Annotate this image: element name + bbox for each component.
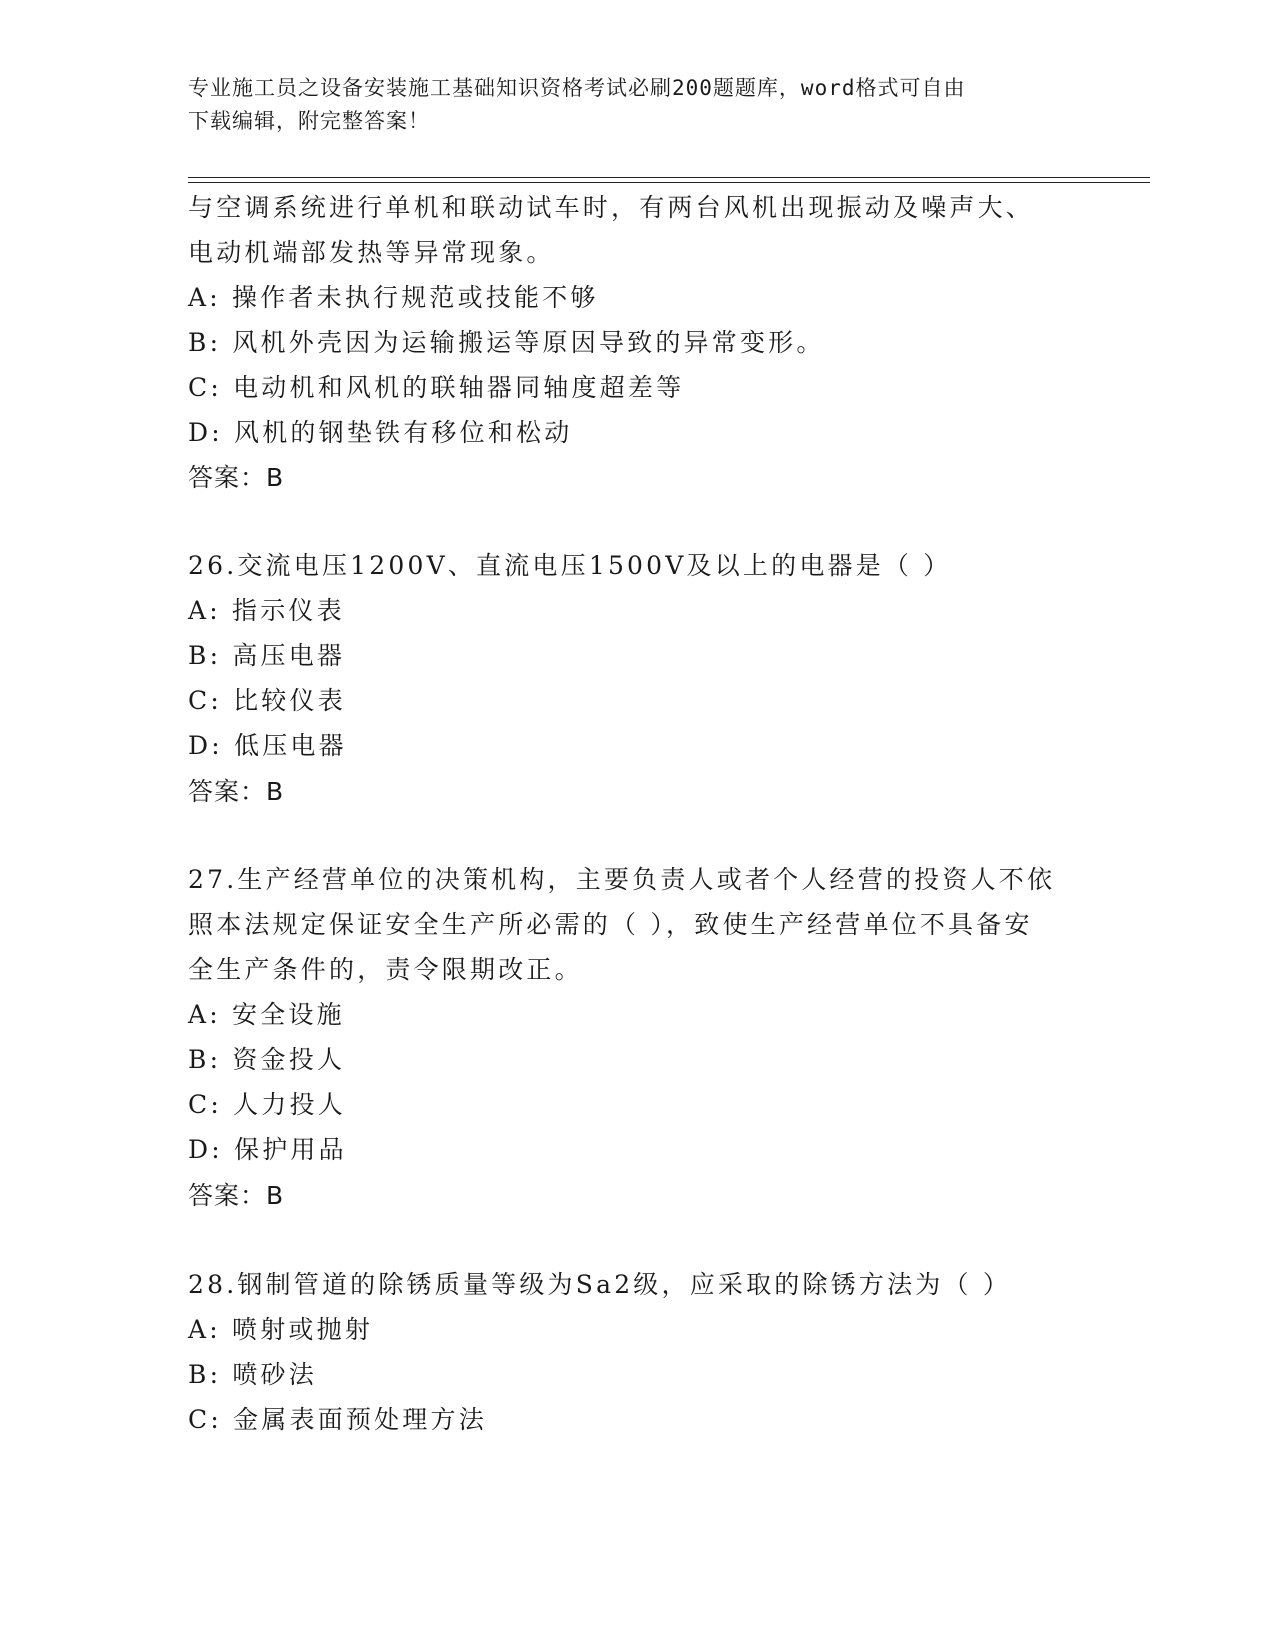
q25-option-b: B: 风机外壳因为运输搬运等原因导致的异常变形。 <box>188 328 825 357</box>
q28-option-c: C: 金属表面预处理方法 <box>188 1405 487 1434</box>
q27-stem-line-3: 全生产条件的，责令限期改正。 <box>188 955 583 984</box>
q27-option-c: C: 人力投人 <box>188 1090 346 1119</box>
header-line-2: 下载编辑，附完整答案！ <box>188 109 430 133</box>
q25-option-c: C: 电动机和风机的联轴器同轴度超差等 <box>188 373 685 402</box>
q27-option-d: D: 保护用品 <box>188 1135 347 1164</box>
q25-stem-line-1: 与空调系统进行单机和联动试车时，有两台风机出现振动及噪声大、 <box>188 193 1035 222</box>
q26-stem-line-1: 26.交流电压1200V、直流电压1500V及以上的电器是（ ） <box>188 551 952 580</box>
q27-stem-line-1: 27.生产经营单位的决策机构，主要负责人或者个人经营的投资人不依 <box>188 865 1056 894</box>
document-header <box>188 72 1088 138</box>
q25-option-d: D: 风机的钢垫铁有移位和松动 <box>188 418 573 447</box>
header-line-1: 专业施工员之设备安装施工基础知识资格考试必刷200题题库，word格式可自由 <box>188 76 966 100</box>
q27-stem-line-2: 照本法规定保证安全生产所必需的（ ），致使生产经营单位不具备安 <box>188 910 1033 939</box>
header-rule-top <box>188 177 1150 178</box>
q25-stem-line-2: 电动机端部发热等异常现象。 <box>188 238 555 267</box>
q28-stem-line-1: 28.钢制管道的除锈质量等级为Sa2级，应采取的除锈方法为（ ） <box>188 1270 1012 1299</box>
header-rule-bottom <box>188 182 1150 183</box>
q26-answer: 答案：B <box>188 777 285 806</box>
q25-answer: 答案：B <box>188 463 285 492</box>
q28-option-a: A: 喷射或抛射 <box>188 1315 374 1344</box>
q25-option-a: A: 操作者未执行规范或技能不够 <box>188 283 599 312</box>
q26-option-a: A: 指示仪表 <box>188 596 345 625</box>
q27-option-b: B: 资金投人 <box>188 1045 346 1074</box>
q27-answer: 答案：B <box>188 1181 285 1210</box>
q28-option-b: B: 喷砂法 <box>188 1360 317 1389</box>
q26-option-d: D: 低压电器 <box>188 731 347 760</box>
q26-option-b: B: 高压电器 <box>188 641 346 670</box>
q27-option-a: A: 安全设施 <box>188 1000 345 1029</box>
q26-option-c: C: 比较仪表 <box>188 686 346 715</box>
